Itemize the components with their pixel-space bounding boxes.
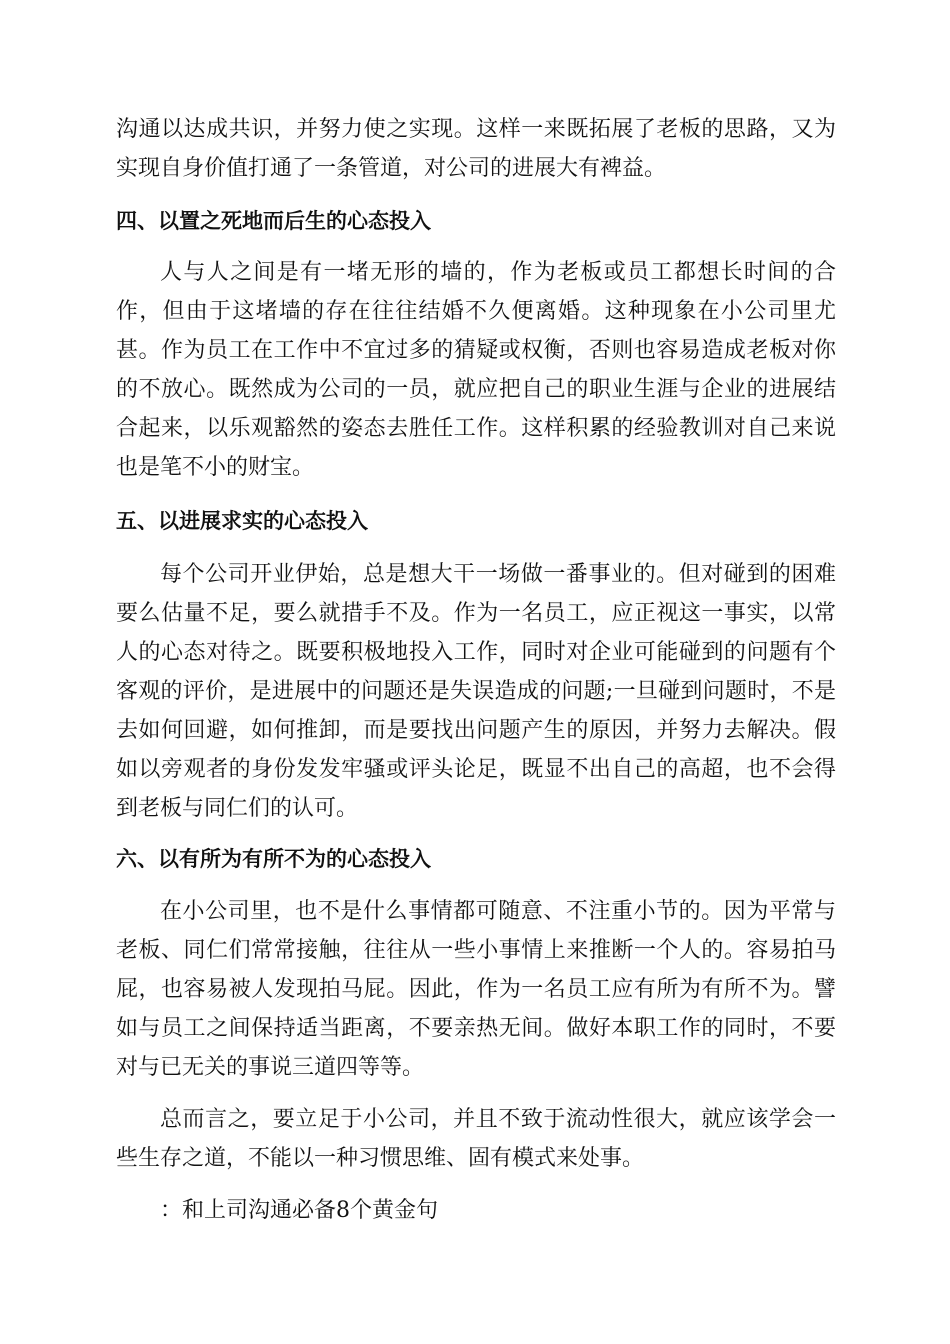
paragraph-conclusion: 总而言之，要立足于小公司，并且不致于流动性很大，就应该学会一些生存之道，不能以一种习惯思维、固有模式来处事。: [116, 1107, 836, 1171]
section-heading-4: 四、以置之死地而后生的心态投入: [116, 209, 431, 233]
section-heading-6: 六、以有所为有所不为的心态投入: [116, 847, 431, 871]
paragraph-section-6: 在小公司里，也不是什么事情都可随意、不注重小节的。因为平常与老板、同仁们常常接触，往往从一些小事情上来推断一个人的。容易拍马屁，也容易被人发现拍马屁。因此，作为一名员工应有所为有所不为。譬如与员工之间保持适当距离，不要亲热无间。做好本职工作的同时，不要对与已无关的事说三道四等等。: [116, 899, 836, 1080]
paragraph-section-4: 人与人之间是有一堵无形的墙的，作为老板或员工都想长时间的合作，但由于这堵墙的存在往往结婚不久便离婚。这种现象在小公司里尤甚。作为员工在工作中不宜过多的猜疑或权衡，否则也容易造成老板对你的不放心。既然成为公司的一员，就应把自己的职业生涯与企业的进展结合起来，以乐观豁然的姿态去胜任工作。这样积累的经验教训对自己来说也是笔不小的财宝。: [116, 260, 836, 480]
paragraph-continuation: 沟通以达成共识，并努力使之实现。这样一来既拓展了老板的思路，又为实现自身价值打通了一条管道，对公司的进展大有裨益。: [116, 117, 836, 181]
paragraph-section-5: 每个公司开业伊始，总是想大干一场做一番事业的。但对碰到的困难要么估量不足，要么就措手不及。作为一名员工，应正视这一事实，以常人的心态对待之。既要积极地投入工作，同时对企业可能碰到的问题有个客观的评价，是进展中的问题还是失误造成的问题;一旦碰到问题时，不是去如何回避，如何推卸，而是要找出问题产生的原因，并努力去解决。假如以旁观者的身份发发牢骚或评头论足，既显不出自己的高超，也不会得到老板与同仁们的认可。: [116, 562, 836, 821]
related-article-note: ：和上司沟通必备8个黄金句: [160, 1198, 438, 1223]
section-heading-5: 五、以进展求实的心态投入: [116, 509, 368, 533]
